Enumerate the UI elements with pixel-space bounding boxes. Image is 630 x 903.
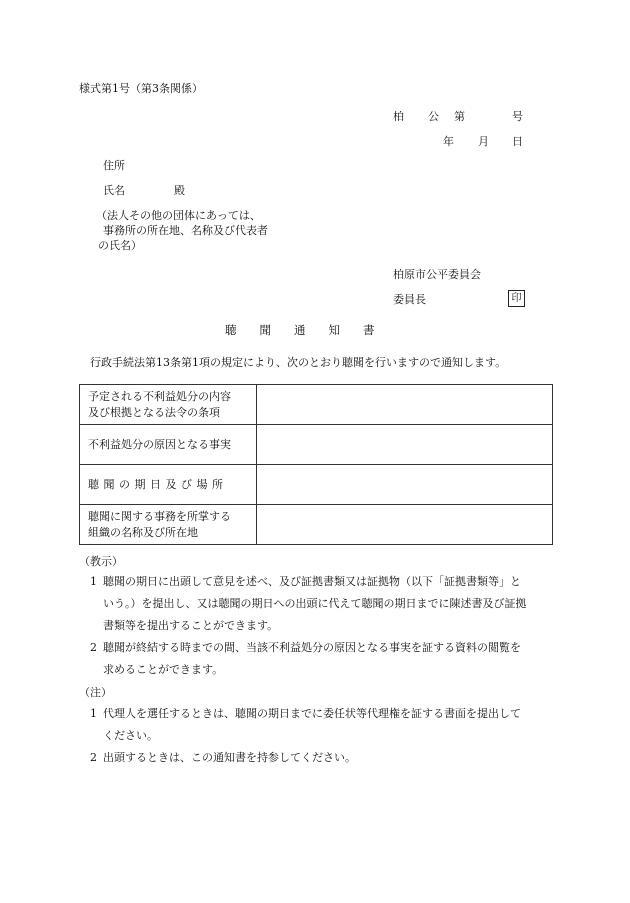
row-label [80, 465, 257, 505]
item-text [103, 571, 543, 637]
item-text [103, 703, 543, 747]
item-number: 2 [90, 751, 97, 764]
label-line: 予定される不利益処分の内容 [88, 389, 231, 403]
item-line: 求めることができます。 [103, 663, 224, 676]
row-label [80, 505, 257, 545]
item-text [103, 637, 543, 681]
instructions-heading: （教示） [79, 555, 123, 568]
form-number: 様式第1号（第3条関係） [79, 82, 203, 95]
document-title: 聴 聞 通 知 書 [225, 323, 375, 337]
reference-dai: 第 [454, 110, 465, 123]
item-number: 1 [90, 575, 97, 588]
item-line: 代理人を選任するときは、聴聞の期日までに委任状等代理権を証する書面を提出して [103, 707, 521, 720]
item-line: 出頭するときは、この通知書を持参してください。 [103, 751, 356, 764]
label-line: 不利益処分の原因となる事実 [88, 437, 231, 451]
table-row [80, 385, 553, 425]
row-value [257, 465, 553, 505]
reference-go: 号 [512, 110, 523, 123]
row-label [80, 385, 257, 425]
item-number: 1 [90, 707, 97, 720]
row-value [257, 425, 553, 465]
issuer-title: 委員長 [393, 293, 426, 306]
item-line: 書類等を提出することができます。 [103, 619, 279, 632]
addressee-note-line: 事務所の所在地、名称及び代表者 [103, 224, 268, 237]
table-row [80, 425, 553, 465]
reference-ko: 公 [428, 110, 439, 123]
issuer-org: 柏原市公平委員会 [393, 268, 481, 281]
label-line: 聴聞に関する事務を所掌する [88, 509, 231, 523]
item-text [103, 747, 543, 769]
label-line: 聴聞の期日及び場所 [88, 477, 228, 491]
date-month: 月 [478, 135, 489, 148]
label-line: 及び根拠となる法令の条項 [88, 405, 220, 419]
row-label [80, 425, 257, 465]
intro-text: 行政手続法第13条第1項の規定により、次のとおり聴聞を行いますので通知します。 [90, 356, 507, 369]
item-number: 2 [90, 641, 97, 654]
honorific: 殿 [174, 184, 185, 197]
date-day: 日 [512, 135, 523, 148]
address-label: 住所 [103, 159, 125, 172]
row-value [257, 505, 553, 545]
item-line: ください。 [103, 729, 158, 742]
row-value [257, 385, 553, 425]
item-line: 聴聞の期日に出頭して意見を述べ、及び証拠書類又は証拠物（以下「証拠書類等」と [103, 575, 521, 588]
hearing-details-table [79, 384, 553, 545]
notes-heading: （注） [79, 686, 112, 699]
date-year: 年 [443, 135, 454, 148]
item-line: いう。）を提出し、又は聴聞の期日への出頭に代えて聴聞の期日までに陳述書及び証拠 [103, 597, 527, 610]
table-row [80, 465, 553, 505]
item-line: 聴聞が終結する時までの間、当該不利益処分の原因となる事実を証する資料の閲覧を [103, 641, 521, 654]
addressee-note-line: の氏名） [98, 239, 142, 252]
reference-place: 柏 [393, 110, 404, 123]
seal-box: 印 [508, 290, 525, 307]
name-label: 氏名 [103, 184, 125, 197]
addressee-note-line: （法人その他の団体にあっては、 [96, 209, 261, 222]
table-row [80, 505, 553, 545]
label-line: 組織の名称及び所在地 [88, 525, 198, 539]
